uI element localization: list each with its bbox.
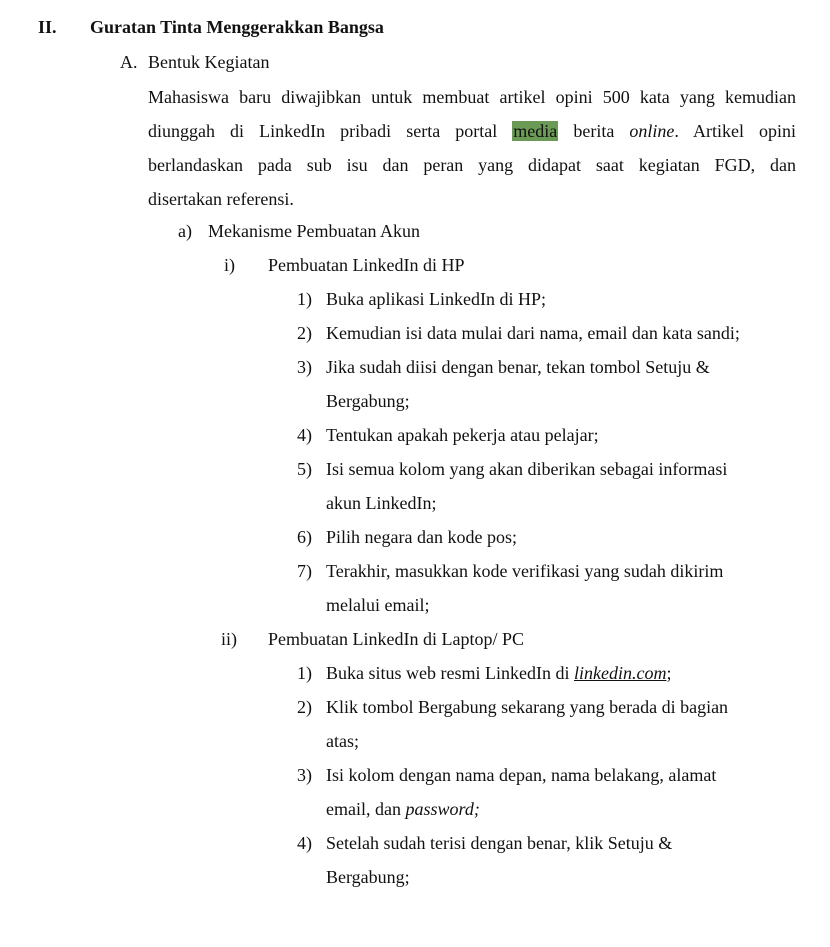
- step-number: 1): [297, 663, 312, 683]
- section-title: Guratan Tinta Menggerakkan Bangsa: [90, 17, 384, 37]
- step-number: 5): [297, 459, 312, 479]
- subsection-title: Bentuk Kegiatan: [148, 52, 270, 72]
- step-text: Setelah sudah terisi dengan benar, klik Setuju &: [326, 833, 673, 853]
- list-item-i-title: Pembuatan LinkedIn di HP: [268, 255, 465, 275]
- linkedin-link[interactable]: linkedin.com: [573, 663, 667, 683]
- list-item-a-title: Mekanisme Pembuatan Akun: [208, 221, 420, 241]
- step-text-continued: [326, 798, 480, 820]
- paragraph-text: berita: [573, 121, 615, 141]
- list-item-ii-title: Pembuatan LinkedIn di Laptop/ PC: [268, 629, 524, 649]
- subsection-letter: A.: [120, 52, 138, 72]
- italic-word: password;: [405, 799, 480, 819]
- list-marker-i: i): [224, 255, 235, 275]
- step-text: Terakhir, masukkan kode verifikasi yang sudah dikirim: [326, 561, 724, 581]
- step-number: 7): [297, 561, 312, 581]
- paragraph-line-4: disertakan referensi.: [148, 189, 294, 209]
- step-number: 3): [297, 357, 312, 377]
- step-number: 1): [297, 289, 312, 309]
- step-text-continued: atas;: [326, 731, 359, 751]
- step-number: 6): [297, 527, 312, 547]
- step-number: 4): [297, 833, 312, 853]
- step-text-part: Buka situs web resmi LinkedIn di: [326, 663, 574, 683]
- highlighted-word: media: [513, 121, 558, 141]
- step-number: 4): [297, 425, 312, 445]
- paragraph-text: diunggah di LinkedIn pribadi serta portal: [148, 121, 498, 141]
- list-marker-ii: ii): [221, 629, 237, 649]
- paragraph-text: . Artikel opini: [674, 121, 797, 141]
- list-marker-a: a): [178, 221, 192, 241]
- step-text: [326, 662, 671, 684]
- step-text-part: ;: [666, 663, 672, 683]
- step-text-continued: Bergabung;: [326, 867, 410, 887]
- step-text: Isi semua kolom yang akan diberikan sebagai informasi: [326, 459, 728, 479]
- step-text: Pilih negara dan kode pos;: [326, 527, 517, 547]
- step-text: Jika sudah diisi dengan benar, tekan tombol Setuju &: [326, 357, 710, 377]
- step-text-continued: melalui email;: [326, 595, 430, 615]
- step-number: 3): [297, 765, 312, 785]
- step-text-part: email, dan: [326, 799, 406, 819]
- step-number: 2): [297, 323, 312, 343]
- step-text: Buka aplikasi LinkedIn di HP;: [326, 289, 546, 309]
- section-number: II.: [38, 17, 57, 37]
- italic-word: online: [629, 121, 675, 141]
- step-number: 2): [297, 697, 312, 717]
- paragraph-line-1: Mahasiswa baru diwajibkan untuk membuat artikel opini 500 kata yang kemudian: [148, 87, 796, 107]
- step-text: Tentukan apakah pekerja atau pelajar;: [326, 425, 599, 445]
- paragraph-line-2: [148, 120, 796, 142]
- step-text-continued: Bergabung;: [326, 391, 410, 411]
- paragraph-line-3: berlandaskan pada sub isu dan peran yang didapat saat kegiatan FGD, dan: [148, 155, 796, 175]
- step-text: Kemudian isi data mulai dari nama, email dan kata sandi;: [326, 323, 740, 343]
- step-text: Klik tombol Bergabung sekarang yang berada di bagian: [326, 697, 729, 717]
- step-text: Isi kolom dengan nama depan, nama belakang, alamat: [326, 765, 717, 785]
- step-text-continued: akun LinkedIn;: [326, 493, 437, 513]
